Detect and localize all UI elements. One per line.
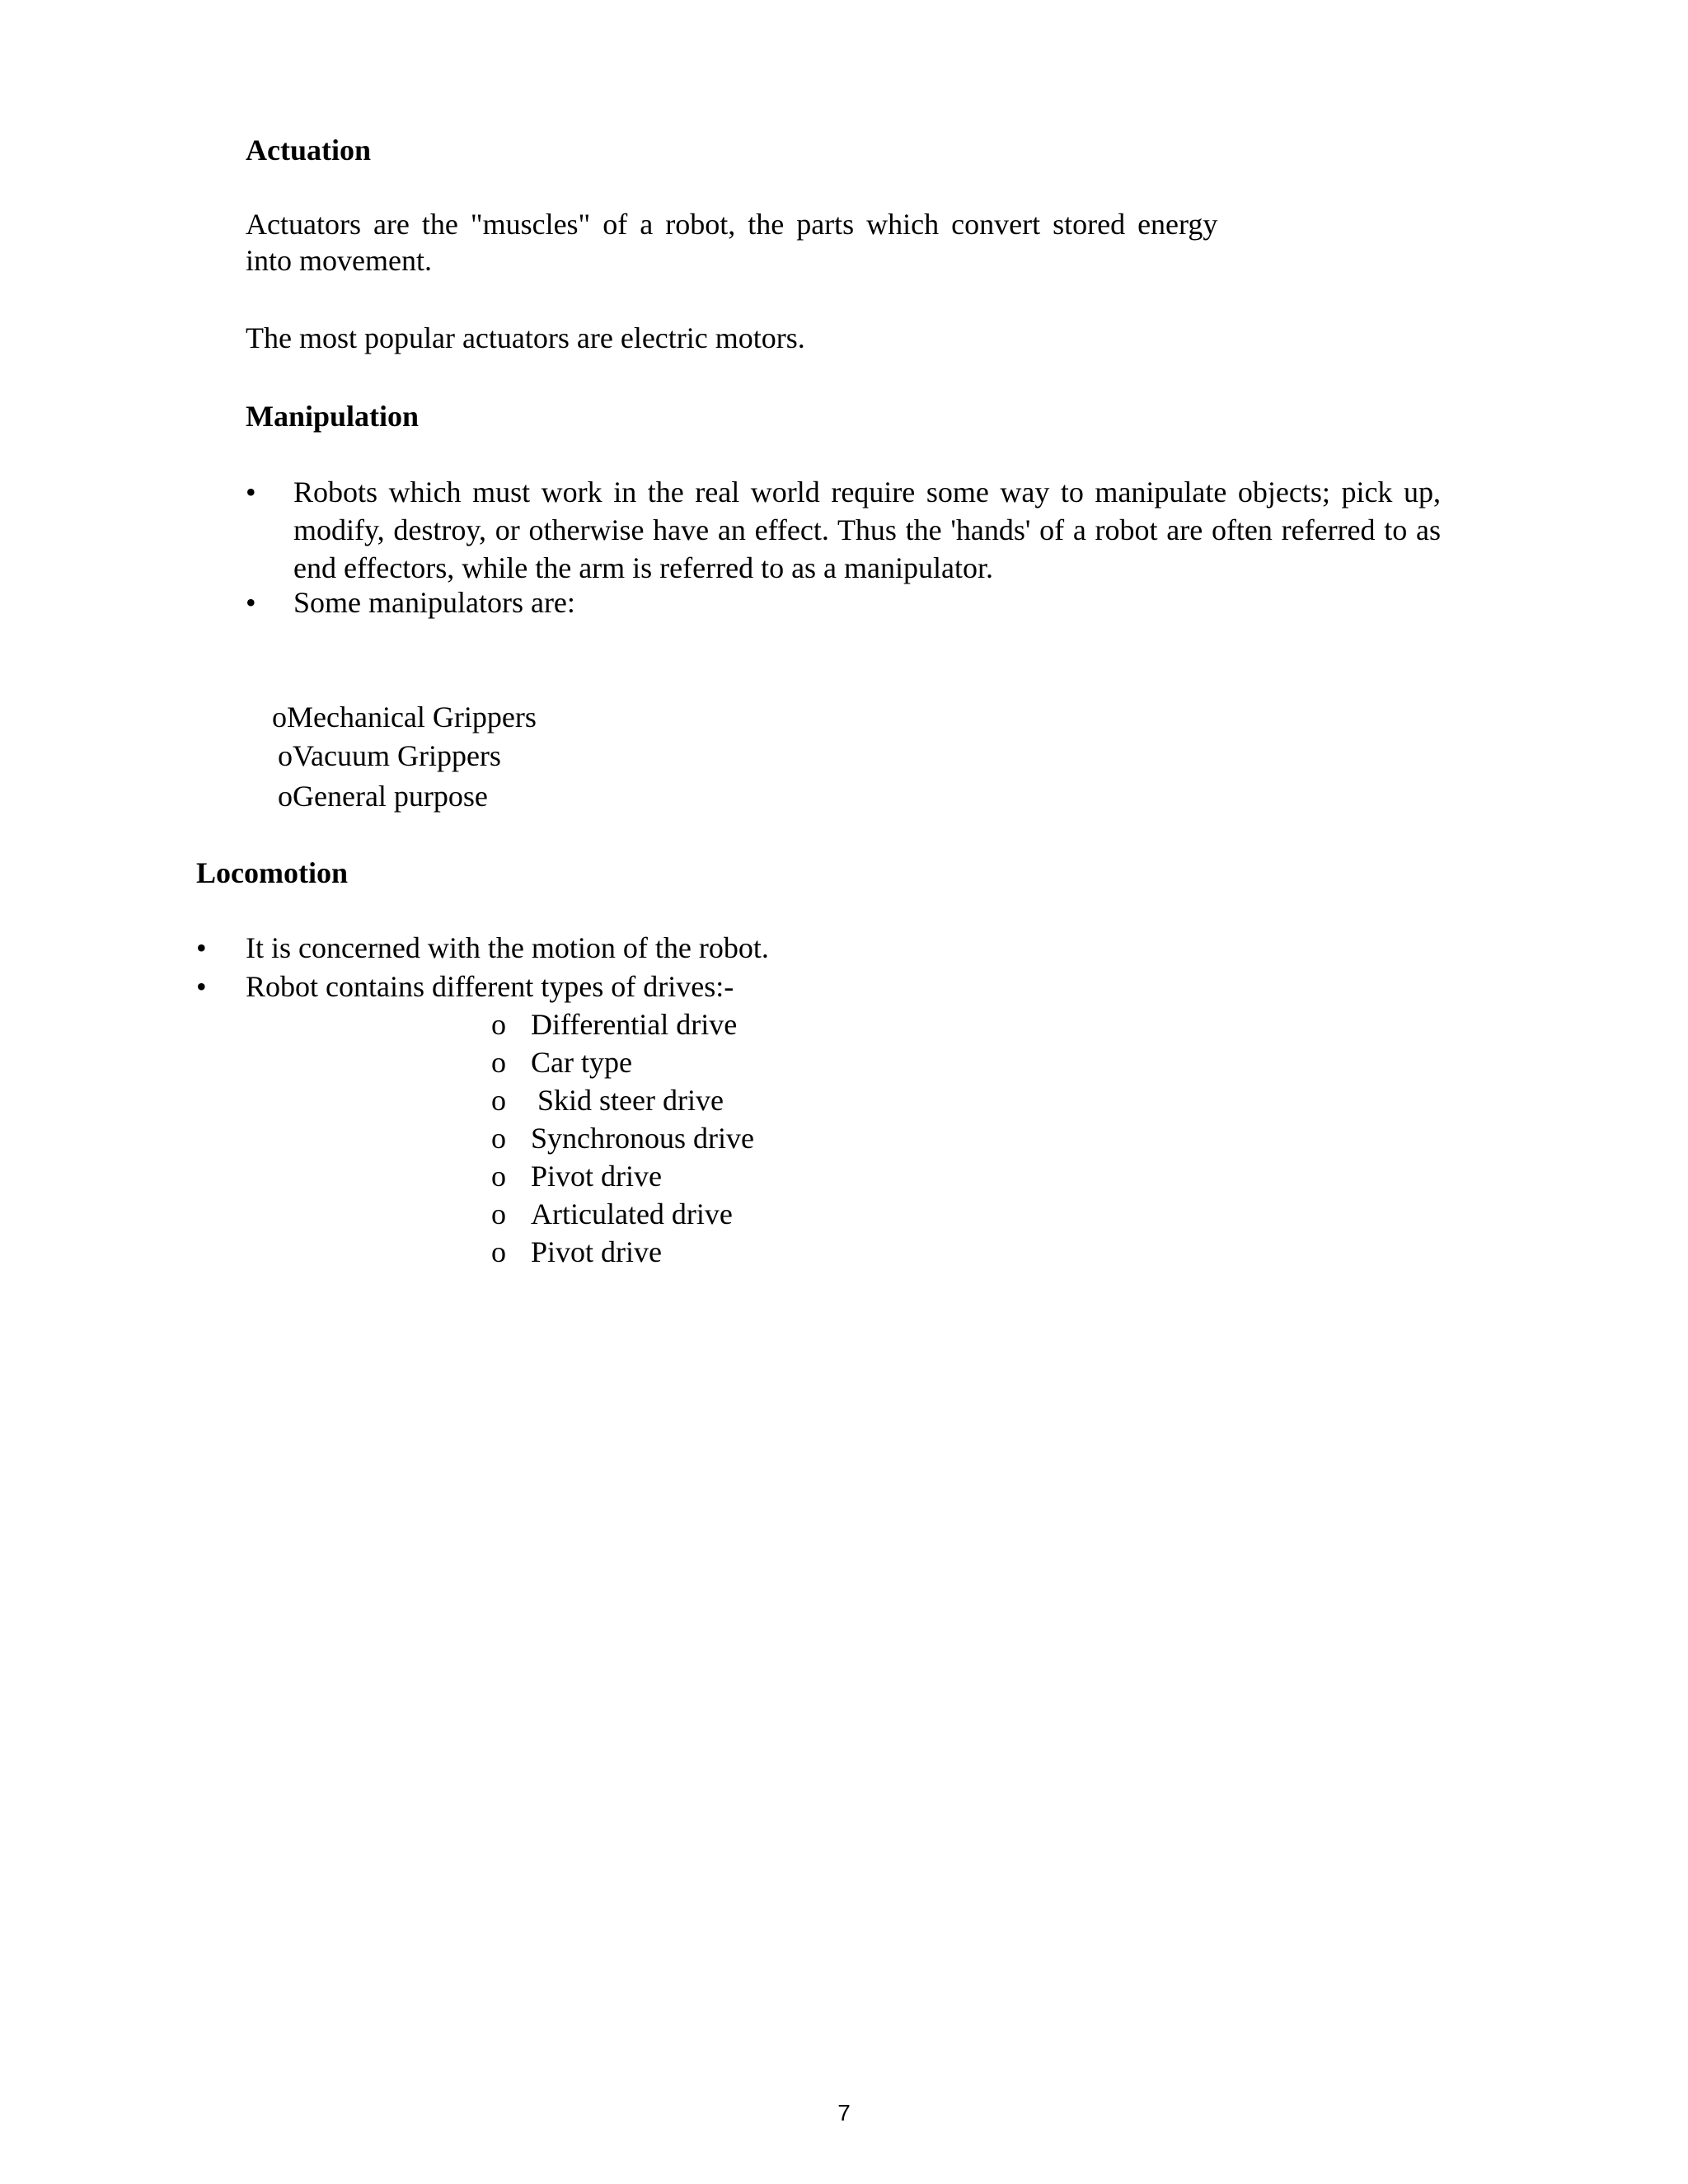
drive-item bbox=[491, 1233, 662, 1271]
locomotion-bullet-2-text: Robot contains different types of drives:- bbox=[246, 970, 734, 1003]
drive-item-label: Car type bbox=[531, 1046, 632, 1079]
drive-item-label: Skid steer drive bbox=[537, 1084, 724, 1117]
drive-item-label: Synchronous drive bbox=[531, 1122, 754, 1155]
drive-item bbox=[491, 1119, 754, 1157]
manipulation-bullet-2 bbox=[246, 583, 1441, 621]
manipulator-item: oMechanical Grippers bbox=[272, 701, 537, 733]
manipulator-item: oGeneral purpose bbox=[278, 780, 488, 813]
actuation-paragraph-line-1: Actuators are the "muscles" of a robot, the parts which convert stored energy bbox=[246, 208, 1218, 241]
manipulation-bullet-1-text: Robots which must work in the real world require some way to manipulate objects; pick up, modify, destroy, or otherwise have an effect. Thus the 'hands' of a robot are often referred to as end effectors, while the arm is referred to as a manipulator. bbox=[293, 476, 1441, 584]
bullet-mark: • bbox=[246, 476, 256, 509]
drive-item bbox=[491, 1157, 662, 1195]
drive-item-label: Articulated drive bbox=[531, 1197, 733, 1230]
drive-item-mark: o bbox=[491, 1160, 506, 1193]
bullet-mark: • bbox=[196, 931, 207, 964]
drive-item bbox=[491, 1005, 738, 1043]
drive-item bbox=[491, 1043, 632, 1081]
drive-item-mark: o bbox=[491, 1235, 506, 1268]
drive-item-mark: o bbox=[491, 1008, 506, 1041]
manipulator-item: oVacuum Grippers bbox=[278, 739, 501, 772]
drive-item-label: Pivot drive bbox=[531, 1235, 662, 1268]
drive-item-mark: o bbox=[491, 1197, 506, 1230]
drive-item-mark: o bbox=[491, 1084, 506, 1117]
bullet-mark: • bbox=[246, 586, 256, 619]
actuation-heading: Actuation bbox=[246, 134, 371, 166]
actuation-paragraph-line-2: into movement. bbox=[246, 244, 432, 277]
locomotion-bullet-1 bbox=[196, 929, 1185, 967]
drive-item-label: Pivot drive bbox=[531, 1160, 662, 1193]
bullet-mark: • bbox=[196, 970, 207, 1003]
locomotion-heading: Locomotion bbox=[196, 856, 348, 889]
locomotion-bullet-2 bbox=[196, 968, 1185, 1005]
manipulation-bullet-2-text: Some manipulators are: bbox=[293, 586, 575, 619]
page-number: 7 bbox=[837, 2100, 851, 2125]
drive-item-label: Differential drive bbox=[531, 1008, 738, 1041]
drive-item bbox=[491, 1081, 724, 1119]
drive-item bbox=[491, 1195, 733, 1233]
actuation-paragraph-2: The most popular actuators are electric motors. bbox=[246, 321, 805, 354]
drive-item-mark: o bbox=[491, 1046, 506, 1079]
manipulation-heading: Manipulation bbox=[246, 400, 420, 433]
locomotion-bullet-1-text: It is concerned with the motion of the robot. bbox=[246, 931, 769, 964]
manipulation-bullet-1 bbox=[246, 473, 1441, 588]
drive-item-mark: o bbox=[491, 1122, 506, 1155]
